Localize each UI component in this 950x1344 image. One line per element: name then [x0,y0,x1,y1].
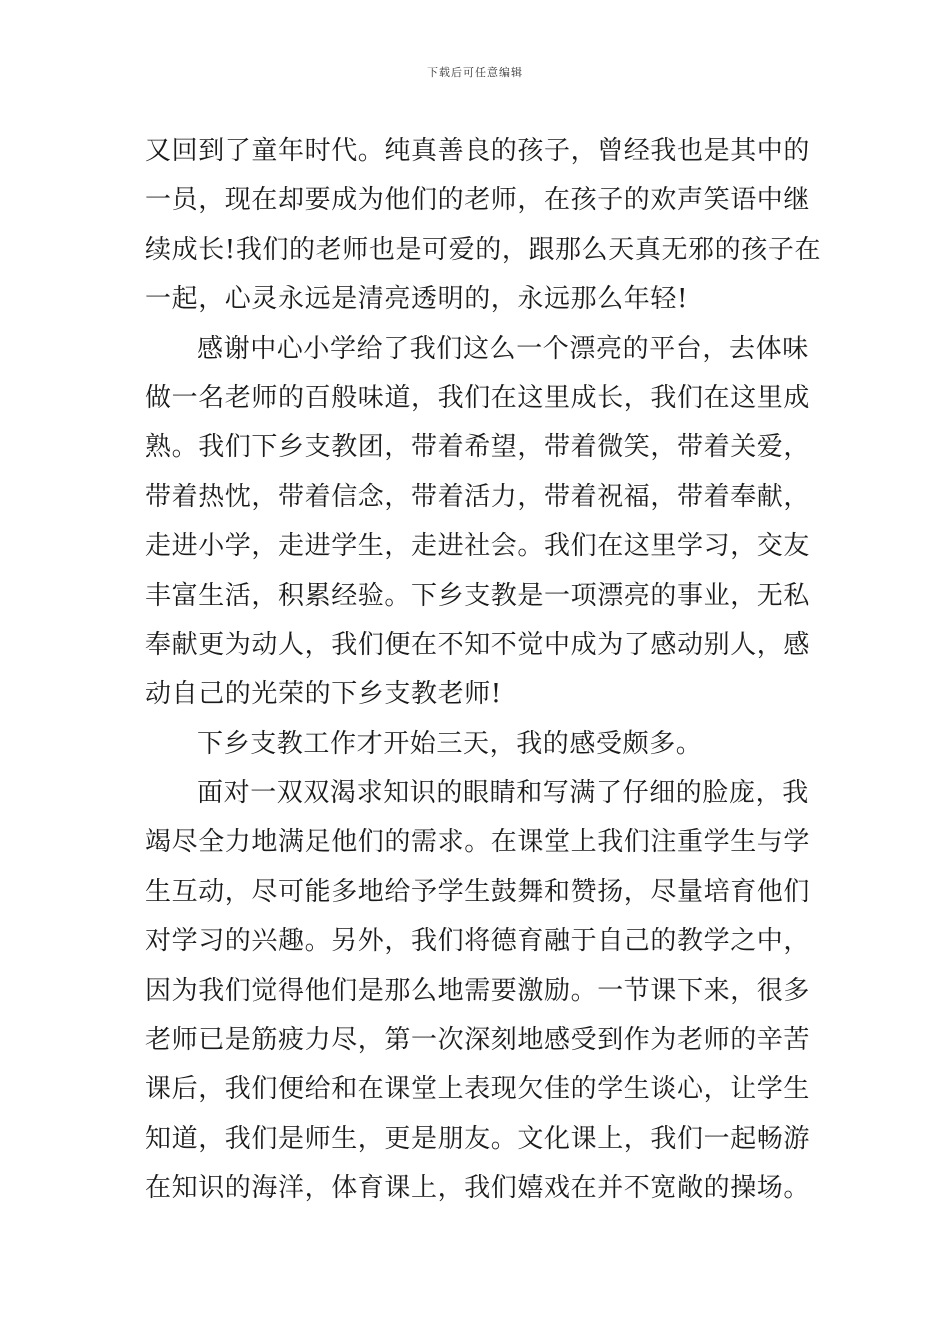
text-line: 做一名老师的百般味道，我们在这里成长，我们在这里成 [145,382,811,413]
text-line: 知道，我们是师生，更是朋友。文化课上，我们一起畅游 [145,1123,811,1154]
body-text [145,127,822,1214]
text-line: 又回到了童年时代。纯真善良的孩子，曾经我也是其中的 [145,136,811,166]
text-line: 竭尽全力地满足他们的需求。在课堂上我们注重学生与学 [145,827,811,858]
text-line: 一起，心灵永远是清亮透明的，永远那么年轻! [145,284,689,315]
text-line: 奉献更为动人，我们便在不知不觉中成为了感动别人，感 [145,629,811,660]
text-line: 课后，我们便给和在课堂上表现欠佳的学生谈心，让学生 [145,1074,811,1105]
text-line: 因为我们觉得他们是那么地需要激励。一节课下来，很多 [145,975,811,1006]
paragraph-first-line: 面对一双双渴求知识的眼睛和写满了仔细的脸庞，我 [197,778,809,809]
text-line: 熟。我们下乡支教团，带着希望，带着微笑，带着关爱， [145,432,811,463]
text-line: 在知识的海洋，体育课上，我们嬉戏在并不宽敞的操场。 [145,1173,811,1204]
text-line: 动自己的光荣的下乡支教老师! [145,679,502,710]
text-line: 丰富生活，积累经验。下乡支教是一项漂亮的事业，无私 [145,580,811,611]
text-line: 生互动，尽可能多地给予学生鼓舞和赞扬，尽量培育他们 [145,876,811,907]
text-line: 一员，现在却要成为他们的老师，在孩子的欢声笑语中继 [145,185,811,216]
text-line: 带着热忱，带着信念，带着活力，带着祝福，带着奉献， [145,481,811,512]
text-line: 走进小学，走进学生，走进社会。我们在这里学习，交友 [145,531,811,562]
text-line: 老师已是筋疲力尽，第一次深刻地感受到作为老师的辛苦 [145,1025,811,1056]
text-line: 续成长!我们的老师也是可爱的，跟那么天真无邪的孩子在 [145,234,822,265]
text-line: 对学习的兴趣。另外，我们将德育融于自己的教学之中， [145,926,811,957]
paragraph-first-line: 下乡支教工作才开始三天，我的感受颇多。 [197,728,703,759]
header-note: 下载后可任意编辑 [427,66,523,79]
paragraph-first-line: 感谢中心小学给了我们这么一个漂亮的平台，去体味 [197,333,809,364]
